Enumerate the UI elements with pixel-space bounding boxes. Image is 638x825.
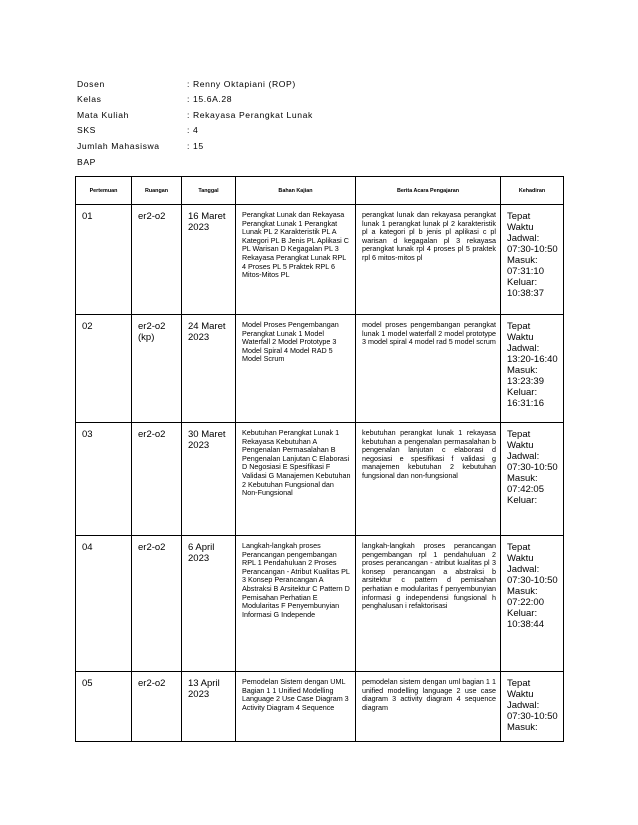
table-row xyxy=(76,672,564,742)
ruangan-cell: er2-o2 xyxy=(132,672,182,742)
kehadiran-line: 13:23:39 xyxy=(507,376,544,387)
kehadiran-line: 07:22:00 xyxy=(507,597,544,608)
mata-kuliah-value: : Rekayasa Perangkat Lunak xyxy=(187,109,313,120)
kehadiran-line: Keluar: xyxy=(507,608,538,619)
kehadiran-line: 07:30-10:50 xyxy=(507,575,558,586)
berita-acara-cell: pemodelan sistem dengan uml bagian 1 1 unified modelling language 2 use case diagram 3 activity diagram 4 sequence diagram xyxy=(356,672,501,742)
jumlah-mahasiswa-row xyxy=(77,138,313,154)
kehadiran-line: Waktu xyxy=(507,332,534,343)
pertemuan-cell: 04 xyxy=(76,536,132,672)
tanggal-cell: 16 Maret 2023 xyxy=(182,205,236,315)
dosen-row xyxy=(77,76,313,92)
kehadiran-line: 13:20-16:40 xyxy=(507,354,558,365)
kelas-row xyxy=(77,92,313,108)
mata-kuliah-row xyxy=(77,107,313,123)
table-row xyxy=(76,205,564,315)
dosen-label: Dosen xyxy=(77,78,105,89)
berita-acara-cell: perangkat lunak dan rekayasa perangkat lunak 1 perangkat lunak pl 2 karakteristik pl a kategori pl b jenis pl aplikasi c pl warisan d kegagalan pl 3 rekayasa perangkat lunak rpl 4 proses pl 5 praktek rpl 6 mitos-mitos pl xyxy=(356,205,501,315)
pertemuan-cell: 01 xyxy=(76,205,132,315)
kehadiran-cell xyxy=(501,205,564,315)
table-header-row xyxy=(76,177,564,205)
jumlah-mahasiswa-value: : 15 xyxy=(187,140,204,151)
column-header-berita-acara: Berita Acara Pengajaran xyxy=(356,177,501,205)
kehadiran-line: Waktu xyxy=(507,553,534,564)
sks-value: : 4 xyxy=(187,125,199,136)
kehadiran-cell xyxy=(501,672,564,742)
kehadiran-cell xyxy=(501,536,564,672)
kehadiran-line: Masuk: xyxy=(507,255,538,266)
column-header-kehadiran: Kehadiran xyxy=(501,177,564,205)
bahan-kajian-cell: Langkah-langkah proses Perancangan pengembangan RPL 1 Pendahuluan 2 Proses Perancangan - Atribut Kualitas PL 3 Konsep Perancangan A Abstraksi B Arsitektur C Pattern D Pemisahan Perhatian E Modularitas F Penyembunyian Informasi G Independe xyxy=(236,536,356,672)
kehadiran-line: Masuk: xyxy=(507,473,538,484)
kehadiran-line: 16:31:16 xyxy=(507,398,544,409)
tanggal-cell: 24 Maret 2023 xyxy=(182,315,236,423)
kehadiran-line: Waktu xyxy=(507,689,534,700)
jumlah-mahasiswa-label: Jumlah Mahasiswa xyxy=(77,140,160,151)
kehadiran-line: Waktu xyxy=(507,440,534,451)
sks-row xyxy=(77,123,313,139)
kehadiran-line: 07:31:10 xyxy=(507,266,544,277)
kehadiran-line: Tepat xyxy=(507,429,531,440)
ruangan-cell: er2-o2 xyxy=(132,205,182,315)
kehadiran-line: 07:42:05 xyxy=(507,484,544,495)
berita-acara-cell: kebutuhan perangkat lunak 1 rekayasa kebutuhan a pengenalan permasalahan b pengenalan lanjutan c elaborasi d negosiasi e spesifikasi f validasi g manajemen kebutuhan 2 kebutuhan fungsional dan non-fungsional xyxy=(356,423,501,536)
pertemuan-cell: 02 xyxy=(76,315,132,423)
tanggal-cell: 30 Maret 2023 xyxy=(182,423,236,536)
table-row xyxy=(76,536,564,672)
kehadiran-line: Keluar: xyxy=(507,387,538,398)
kehadiran-line: Jadwal: xyxy=(507,564,540,575)
table-row xyxy=(76,315,564,423)
bahan-kajian-cell: Kebutuhan Perangkat Lunak 1 Rekayasa Kebutuhan A Pengenalan Permasalahan B Pengenalan Lanjutan C Elaborasi D Negosiasi E Spesifikasi F Validasi G Manajemen Kebutuhan 2 Kebutuhan Fungsional dan Non-Fungsional xyxy=(236,423,356,536)
ruangan-cell: er2-o2 xyxy=(132,423,182,536)
column-header-pertemuan: Pertemuan xyxy=(76,177,132,205)
kehadiran-line: Jadwal: xyxy=(507,700,540,711)
column-header-ruangan: Ruangan xyxy=(132,177,182,205)
berita-acara-cell: model proses pengembangan perangkat lunak 1 model waterfall 2 model prototype 3 model spiral 4 model rad 5 model scrum xyxy=(356,315,501,423)
column-header-tanggal: Tanggal xyxy=(182,177,236,205)
kehadiran-line: Waktu xyxy=(507,222,534,233)
sks-label: SKS xyxy=(77,125,96,136)
kehadiran-line: 07:30-10:50 xyxy=(507,462,558,473)
kehadiran-line: Jadwal: xyxy=(507,233,540,244)
table-row xyxy=(76,423,564,536)
tanggal-cell: 13 April 2023 xyxy=(182,672,236,742)
pertemuan-cell: 03 xyxy=(76,423,132,536)
kehadiran-line: Keluar: xyxy=(507,495,538,506)
kehadiran-line: Masuk: xyxy=(507,586,538,597)
bahan-kajian-cell: Pemodelan Sistem dengan UML Bagian 1 1 Unified Modelling Language 2 Use Case Diagram 3 Activity Diagram 4 Sequence xyxy=(236,672,356,742)
bahan-kajian-cell: Model Proses Pengembangan Perangkat Lunak 1 Model Waterfall 2 Model Prototype 3 Model Spiral 4 Model RAD 5 Model Scrum xyxy=(236,315,356,423)
kehadiran-line: Tepat xyxy=(507,542,531,553)
kehadiran-line: Jadwal: xyxy=(507,343,540,354)
kehadiran-line: Tepat xyxy=(507,321,531,332)
ruangan-cell: er2-o2 (kp) xyxy=(132,315,182,423)
kehadiran-line: 07:30-10:50 xyxy=(507,711,558,722)
kehadiran-line: Masuk: xyxy=(507,365,538,376)
mata-kuliah-label: Mata Kuliah xyxy=(77,109,129,120)
bap-table xyxy=(75,176,564,742)
kehadiran-line: 10:38:37 xyxy=(507,288,544,299)
bap-title: BAP xyxy=(77,157,96,167)
kehadiran-cell xyxy=(501,315,564,423)
berita-acara-cell: langkah-langkah proses perancangan pengembangan rpl 1 pendahuluan 2 proses perancangan - atribut kualitas pl 3 konsep perancangan a abstraksi b arsitektur c pattern d pemisahan perhatian e modularitas f penyembunyian informasi g independensi fungsional h penghalusan i refaktorisasi xyxy=(356,536,501,672)
pertemuan-cell: 05 xyxy=(76,672,132,742)
kehadiran-line: Masuk: xyxy=(507,722,538,733)
kelas-value: : 15.6A.28 xyxy=(187,94,233,105)
bahan-kajian-cell: Perangkat Lunak dan Rekayasa Perangkat Lunak 1 Perangkat Lunak PL 2 Karakteristik PL A Kategori PL B Jenis PL Aplikasi C PL Warisan D Kegagalan PL 3 Rekayasa Perangkat Lunak RPL 4 Proses PL 5 Praktek RPL 6 Mitos-Mitos PL xyxy=(236,205,356,315)
kehadiran-line: 07:30-10:50 xyxy=(507,244,558,255)
kehadiran-line: Jadwal: xyxy=(507,451,540,462)
ruangan-cell: er2-o2 xyxy=(132,536,182,672)
kehadiran-line: 10:38:44 xyxy=(507,619,544,630)
kehadiran-cell xyxy=(501,423,564,536)
header-info xyxy=(77,76,313,154)
kelas-label: Kelas xyxy=(77,94,102,105)
tanggal-cell: 6 April 2023 xyxy=(182,536,236,672)
kehadiran-line: Keluar: xyxy=(507,277,538,288)
column-header-bahan-kajian: Bahan Kajian xyxy=(236,177,356,205)
kehadiran-line: Tepat xyxy=(507,211,531,222)
kehadiran-line: Tepat xyxy=(507,678,531,689)
dosen-value: : Renny Oktapiani (ROP) xyxy=(187,78,296,89)
